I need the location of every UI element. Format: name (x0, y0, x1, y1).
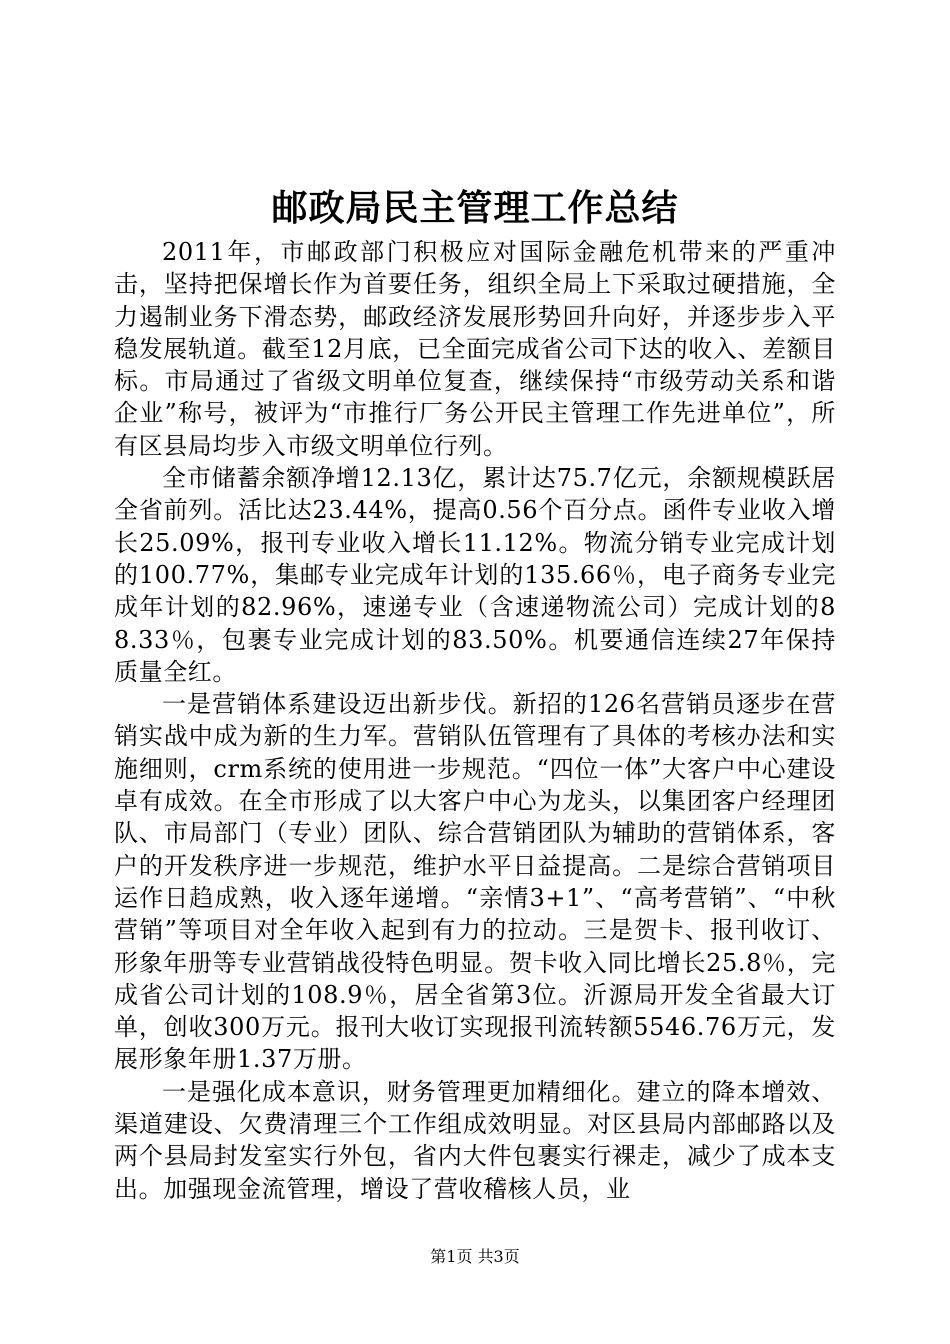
paragraph-3: 一是营销体系建设迈出新步伐。新招的126名营销员逐步在营销实战中成为新的生力军。营销队伍管理有了具体的考核办法和实施细则，crm系统的使用进一步规范。“四位一体”大客户中心建设卓有成效。在全市形成了以大客户中心为龙头，以集团客户经理团队、市局部门（专业）团队、综合营销团队为辅助的营销体系，客户的开发秩序进一步规范，维护水平日益提高。二是综合营销项目运作日趋成熟，收入逐年递增。“亲情3+1”、“高考营销”、“中秋营销”等项目对全年收入起到有力的拉动。三是贺卡、报刊收订、形象年册等专业营销战役特色明显。贺卡收入同比增长25.8％，完成省公司计划的108.9％，居全省第3位。沂源局开发全省最大订单，创收300万元。报刊大收订实现报刊流转额5546.76万元，发展形象年册1.37万册。 (114, 690, 836, 1074)
document-body (114, 236, 836, 1205)
page-number-footer: 第1页 共3页 (430, 1247, 520, 1266)
paragraph-2: 全市储蓄余额净增12.13亿，累计达75.7亿元，余额规模跃居全省前列。活比达23.44%，提高0.56个百分点。函件专业收入增长25.09%，报刊专业收入增长11.12%。物流分销专业完成计划的100.77%，集邮专业完成年计划的135.66％，电子商务专业完成年计划的82.96%，速递专业（含速递物流公司）完成计划的88.33％，包裹专业完成计划的83.50%。机要通信连续27年保持质量全红。 (114, 464, 836, 686)
paragraph-4: 一是强化成本意识，财务管理更加精细化。建立的降本增效、渠道建设、欠费清理三个工作组成效明显。对区县局内部邮路以及两个县局封发室实行外包，省内大件包裹实行裸走，减少了成本支出。加强现金流管理，增设了营收稽核人员，业 (114, 1077, 836, 1203)
paragraph-1: 2011年，市邮政部门积极应对国际金融危机带来的严重冲击，坚持把保增长作为首要任务，组织全局上下采取过硬措施，全力遏制业务下滑态势，邮政经济发展形势回升向好，并逐步步入平稳发展轨道。截至12月底，已全面完成省公司下达的收入、差额目标。市局通过了省级文明单位复查，继续保持“市级劳动关系和谐企业”称号，被评为“市推行厂务公开民主管理工作先进单位”，所有区县局均步入市级文明单位行列。 (114, 238, 836, 460)
document-title: 邮政局民主管理工作总结 (271, 187, 679, 229)
